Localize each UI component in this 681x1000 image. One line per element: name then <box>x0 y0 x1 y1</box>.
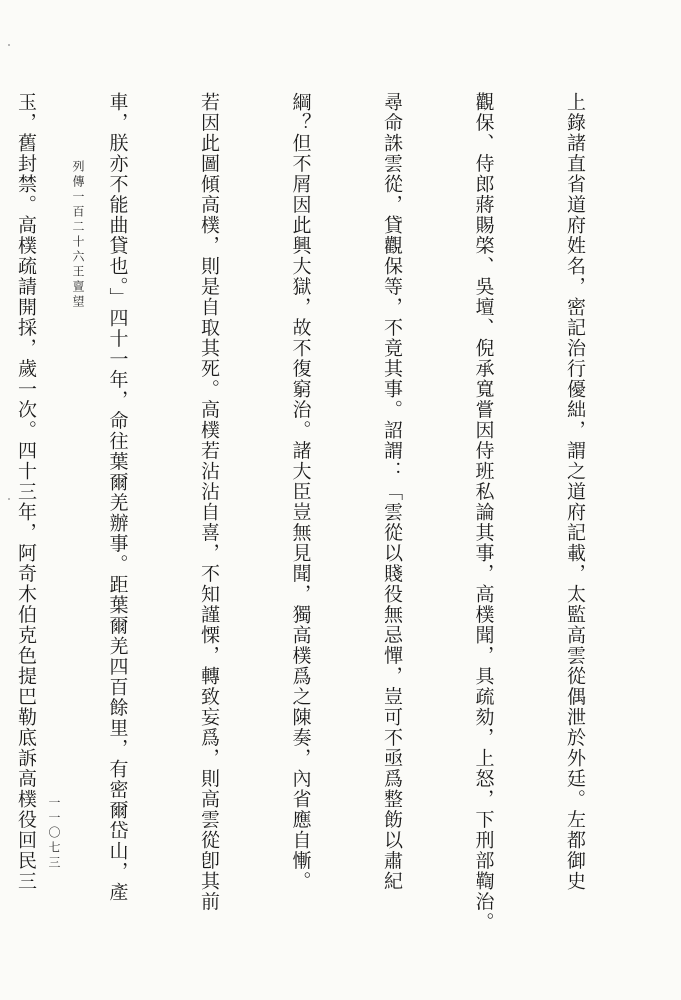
running-header-name: 王亶望 <box>71 265 85 310</box>
text-column: 綱？但不屑因此興大獄，故不復窮治。諸大臣豈無見聞，獨高樸爲之陳奏，內省應自慚。 <box>289 92 312 892</box>
text-column: 車，朕亦不能曲貸也。」四十一年，命往葉爾羌辦事。距葉爾羌四百餘里，有密爾岱山，產 <box>106 92 129 903</box>
page-number: 一一〇七三 <box>47 796 61 871</box>
text-column: 玉，舊封禁。高樸疏請開採，歲一次。四十三年，阿奇木伯克色提巴勒底訴高樸役回民三 <box>15 92 37 892</box>
text-column: 尋命誅雲從，貸觀保等，不竟其事。詔謂：「雲從以賤役無忌憚，豈可不亟爲整飭以肅紀 <box>381 92 403 892</box>
margin-mark <box>8 44 10 46</box>
running-header-section: 列傳一百二十六 <box>71 160 85 265</box>
text-column: 上錄諸直省道府姓名，密記治行優絀，謂之道府記載，太監高雲從偶泄於外廷。左都御史 <box>564 92 586 892</box>
text-column: 若因此圖傾高樸，則是自取其死。高樸若沾沾自喜，不知謹慄，轉致妄爲，則高雲從卽其前 <box>198 92 220 912</box>
main-text-body <box>0 92 651 933</box>
text-column: 觀保、侍郎蔣賜棨、吳壇、倪承寬嘗因侍班私論其事，高樸聞，具疏劾，上怒，下刑部鞫治。 <box>472 92 495 933</box>
running-header <box>70 160 87 310</box>
